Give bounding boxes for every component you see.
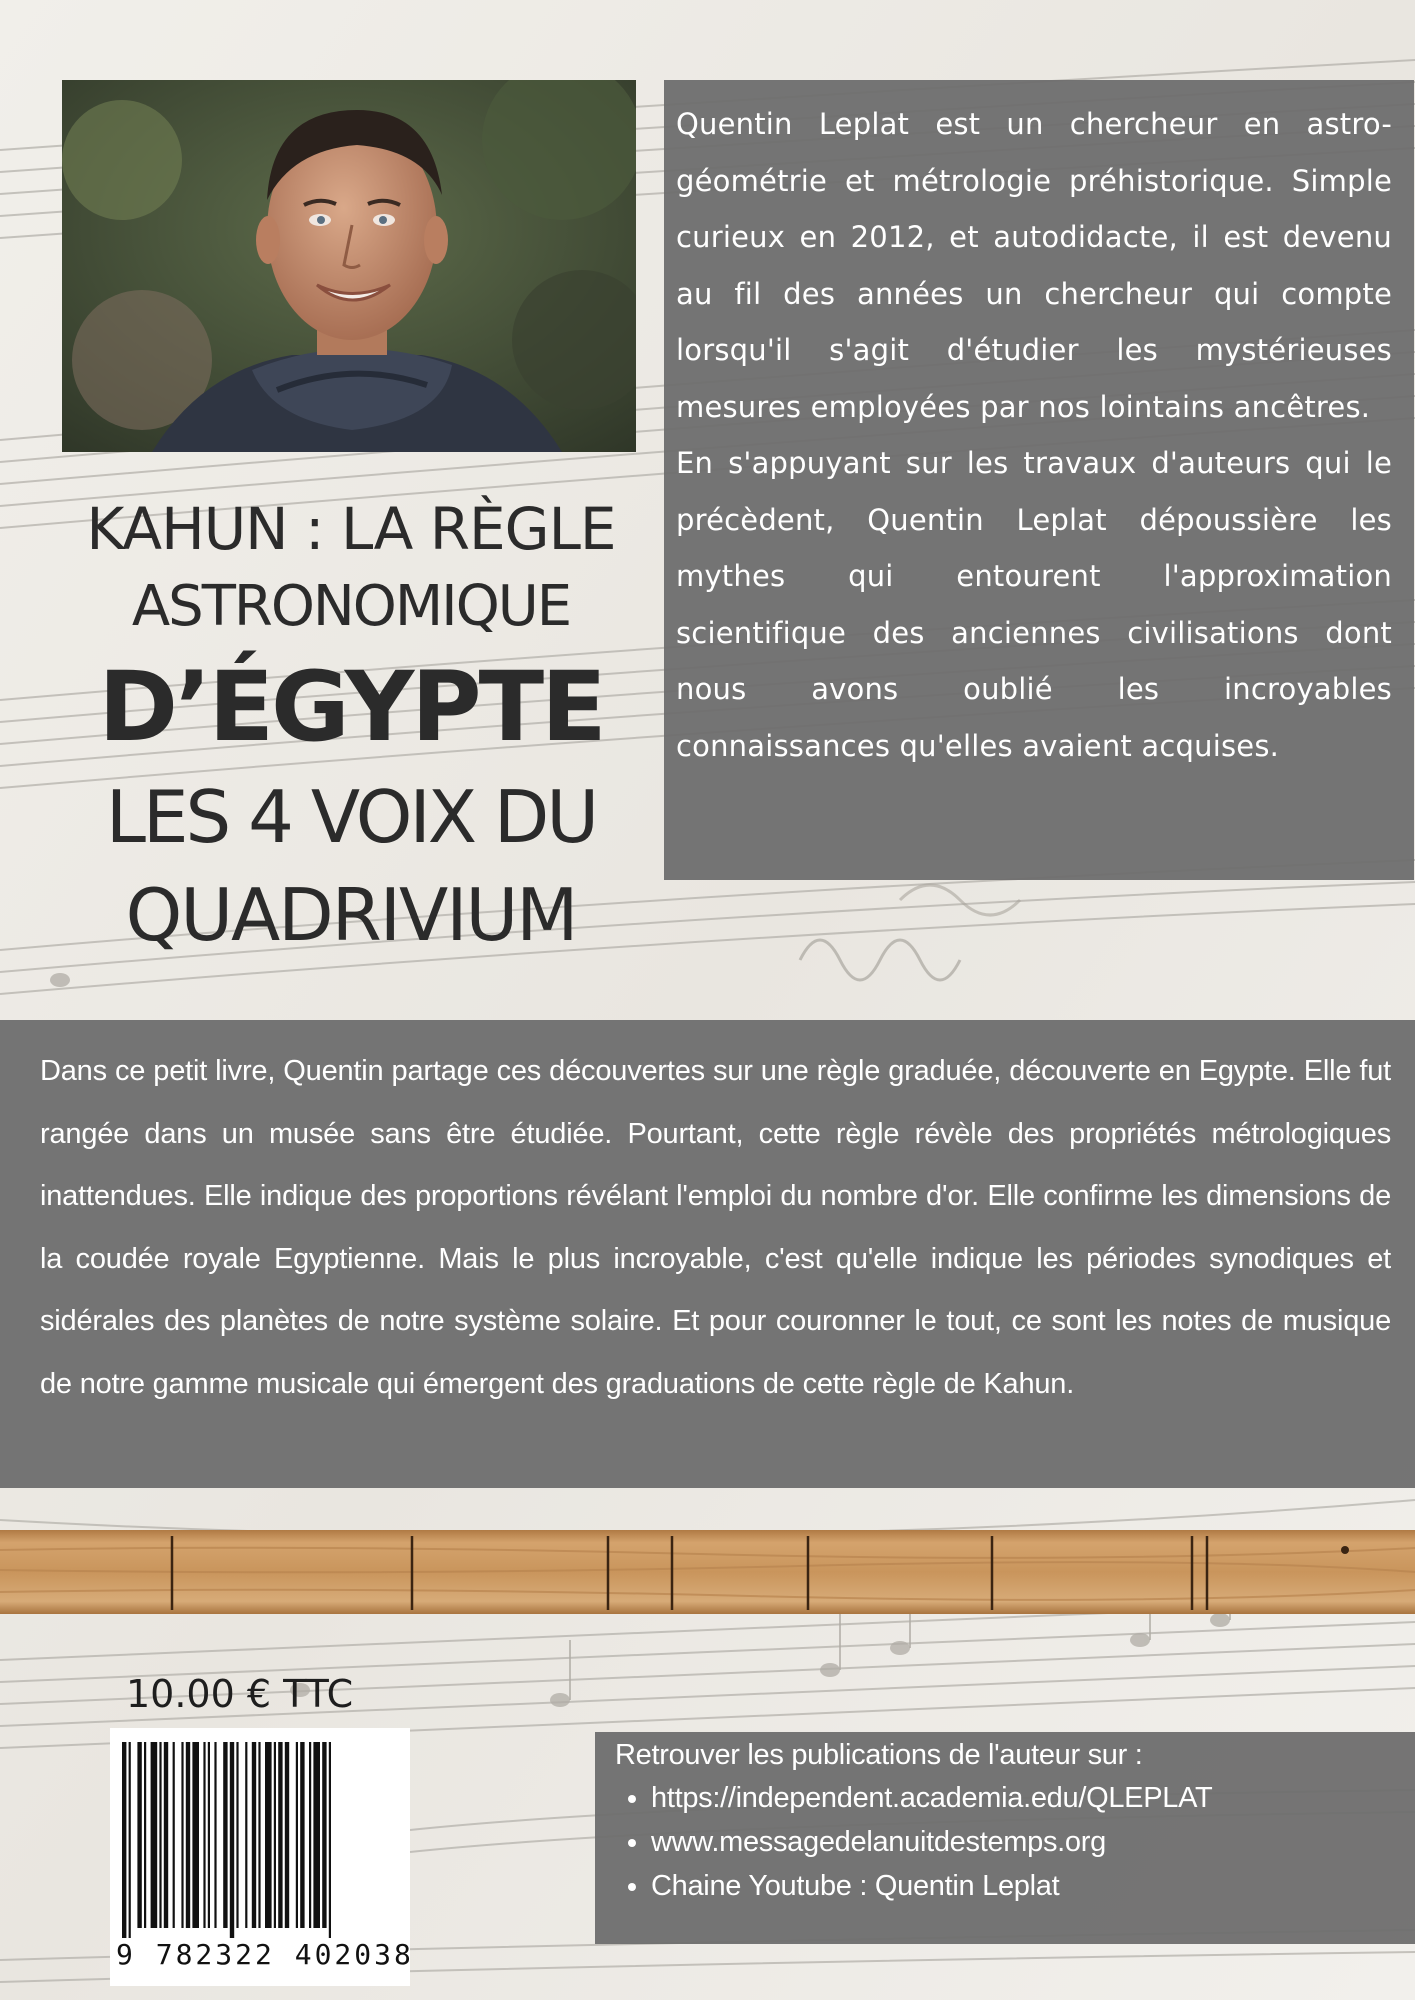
barcode-bar	[164, 1742, 168, 1928]
barcode-bar	[245, 1742, 247, 1928]
barcode-bar	[173, 1742, 175, 1928]
barcode-bar	[122, 1742, 126, 1938]
barcode-bar	[285, 1742, 289, 1928]
book-title	[56, 490, 646, 964]
author-bio-paragraph-2: En s'appuyant sur les travaux d'auteurs qui le précèdent, Quentin Leplat dépoussière les mythes qui entourent l'approximation scientifique des anciennes civilisations dont nous avons oublié les incroyables connaissances qu'elles avaient acquises.	[676, 446, 1392, 763]
barcode-bar	[137, 1742, 141, 1928]
title-line-1: KAHUN : LA RÈGLE	[86, 495, 616, 563]
barcode-bar	[309, 1742, 311, 1928]
author-bio-panel	[664, 80, 1414, 880]
barcode-bar	[258, 1742, 260, 1928]
title-line-2: ASTRONOMIQUE	[131, 574, 571, 639]
barcode-bar	[329, 1742, 331, 1938]
barcode-bar	[203, 1742, 205, 1928]
title-line-5: QUADRIVIUM	[125, 873, 577, 957]
barcode-bar	[208, 1742, 210, 1928]
barcode-bar	[265, 1742, 272, 1928]
barcode-bar	[296, 1742, 298, 1928]
barcode-bar	[144, 1742, 146, 1928]
barcode-bar	[159, 1742, 161, 1928]
barcode-bar	[214, 1742, 216, 1928]
isbn-number: 9 782322 402038	[116, 1938, 414, 1971]
barcode-bar	[230, 1742, 234, 1938]
barcode-bars	[110, 1728, 410, 1938]
barcode-bar	[236, 1742, 238, 1928]
barcode-bar	[223, 1742, 227, 1928]
author-links-panel	[595, 1732, 1415, 1944]
barcode-bar	[129, 1742, 131, 1938]
barcode-bar	[278, 1742, 282, 1928]
author-bio-paragraph-1: Quentin Leplat est un chercheur en astro-géométrie et métrologie préhistorique. Simple curieux en 2012, et autodidacte, il est devenu au fil des années un chercheur qui compte lorsqu'il s'agit d'étudier les mystérieuses mesures employées par nos lointains ancêtres.	[676, 107, 1392, 424]
synopsis-panel	[0, 1020, 1415, 1488]
barcode-bar	[252, 1742, 256, 1928]
barcode-bar	[192, 1742, 199, 1928]
barcode-bar	[151, 1742, 158, 1928]
author-photo	[62, 80, 636, 452]
isbn-barcode	[110, 1728, 414, 1986]
title-line-4: LES 4 VOIX DU	[105, 775, 597, 859]
links-list	[615, 1776, 1415, 1908]
price-label: 10.00 € TTC	[126, 1672, 354, 1716]
barcode-bar	[181, 1742, 183, 1928]
link-website[interactable]: • www.messagedelanuitdestemps.org	[651, 1820, 1415, 1864]
title-line-3: D’ÉGYPTE	[98, 651, 604, 763]
barcode-bar	[274, 1742, 276, 1928]
synopsis-text: Dans ce petit livre, Quentin partage ces découvertes sur une règle graduée, découverte en Egypte. Elle fut rangée dans un musée sans être étudiée. Pourtant, cette règle révèle des propriétés métrologiques inattendues. Elle indique des proportions révélant l'emploi du nombre d'or. Elle confirme les dimensions de la coudée royale Egyptienne. Mais le plus incroyable, c'est qu'elle indique les périodes synodiques et sidérales des planètes de notre système solaire. Et pour couronner le tout, ce sont les notes de musique de notre gamme musicale qui émergent des graduations de cette règle de Kahun.	[40, 1055, 1391, 1400]
barcode-bar	[322, 1742, 326, 1928]
kahun-ruler-image	[0, 1530, 1415, 1614]
link-academia[interactable]: • https://independent.academia.edu/QLEPLAT	[651, 1776, 1415, 1820]
barcode-bar	[186, 1742, 190, 1928]
barcode-bar	[300, 1742, 304, 1928]
links-title: Retrouver les publications de l'auteur sur :	[615, 1739, 1143, 1771]
barcode-bar	[313, 1742, 320, 1928]
link-youtube: • Chaine Youtube : Quentin Leplat	[651, 1864, 1415, 1908]
